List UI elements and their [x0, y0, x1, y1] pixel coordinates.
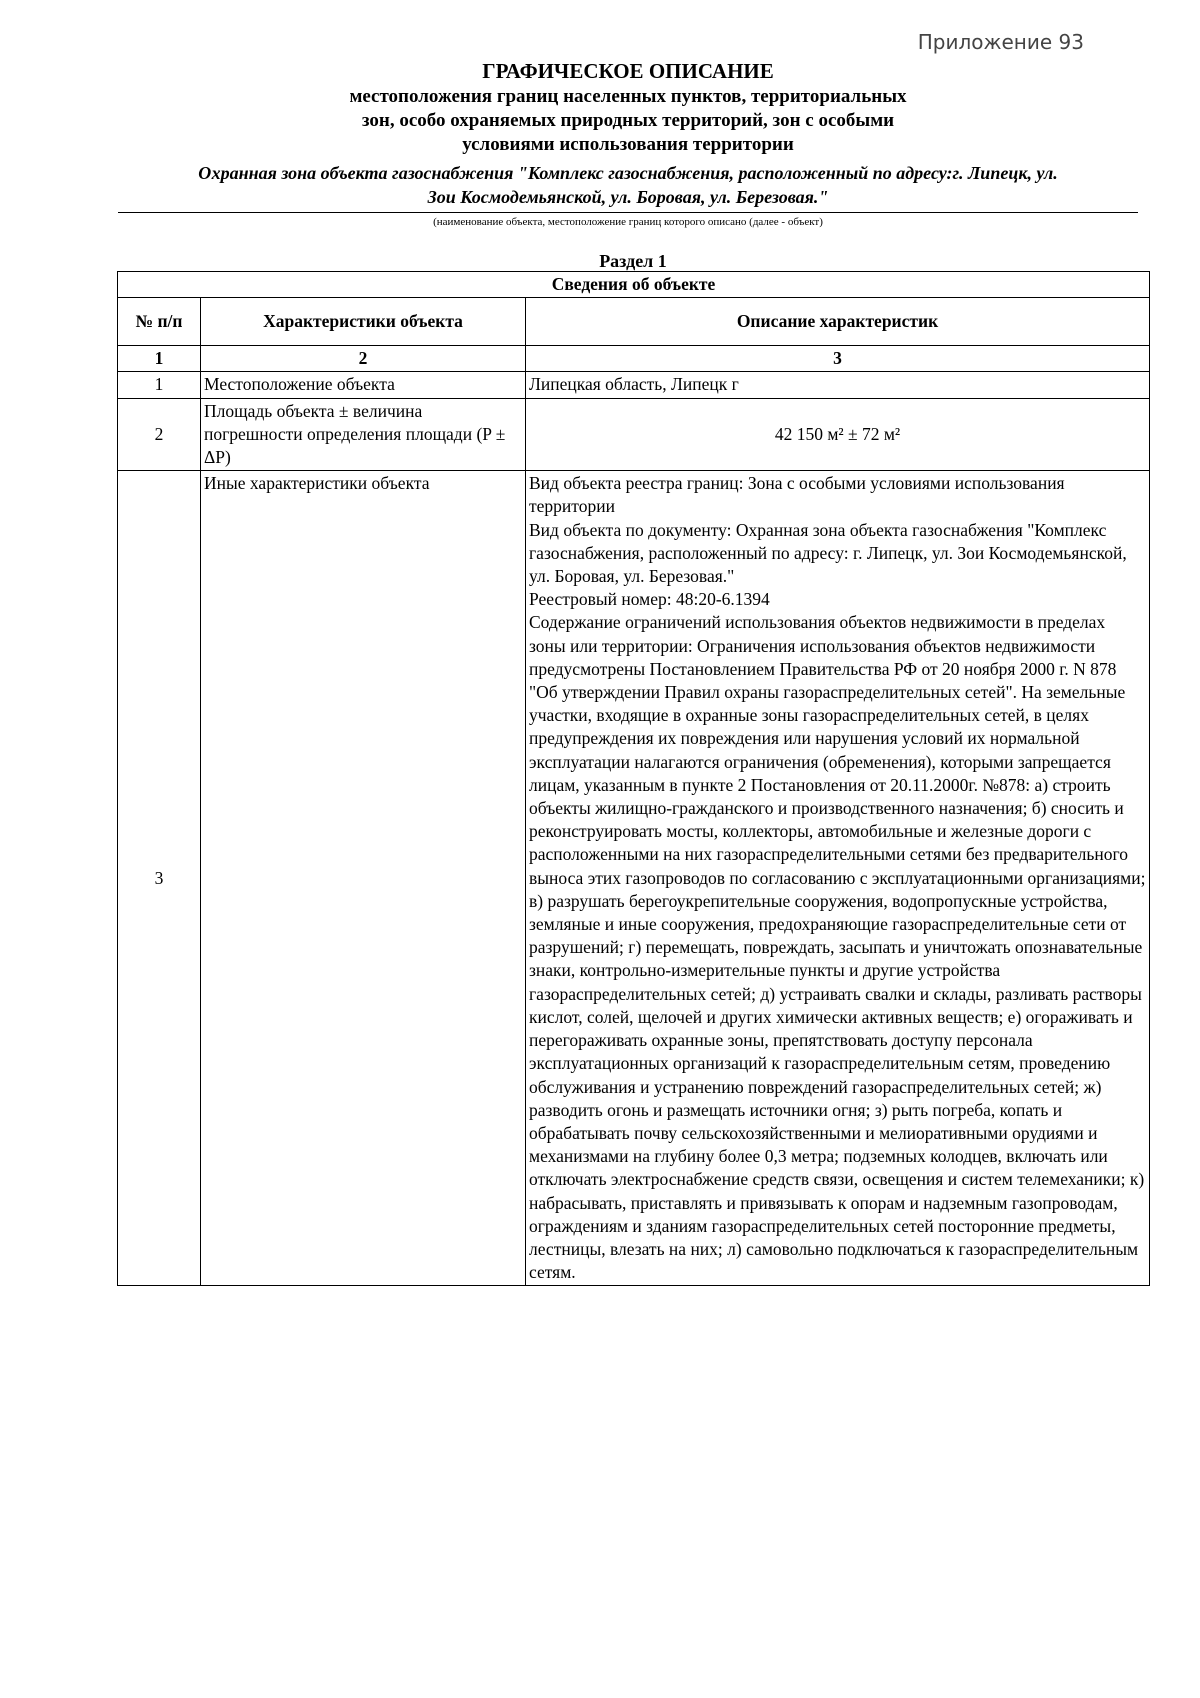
row-number: 2: [118, 398, 201, 471]
document-subtitle-line: условиями использования территории: [462, 134, 794, 155]
row-description: Липецкая область, Липецк г: [526, 372, 1150, 398]
column-number: 3: [526, 346, 1150, 372]
object-name-line: Зои Космодемьянской, ул. Боровая, ул. Березовая.": [427, 187, 829, 207]
document-title: ГРАФИЧЕСКОЕ ОПИСАНИЕ: [482, 59, 774, 83]
row-number: 3: [118, 471, 201, 1286]
table-row: [118, 372, 1150, 398]
row-description: 42 150 м² ± 72 м²: [526, 398, 1150, 471]
object-name: [118, 161, 1138, 209]
column-header-description: Описание характеристик: [526, 298, 1150, 346]
description-paragraph: Вид объекта реестра границ: Зона с особыми условиями использования территории: [529, 473, 1065, 517]
description-paragraph: Реестровый номер: 48:20-6.1394: [529, 589, 770, 610]
description-paragraph: Содержание ограничений использования объектов недвижимости в пределах зоны или территории: Ограничения использования объектов недвижимости предусмотрены Постановлением Правительства РФ от 20 ноября 2000 г. N 878 "Об утверждении Правил охраны газораспределительных сетей". На земельные участки, входящие в охранные зоны газораспределительных сетей, в целях предупреждения их повреждения или нарушения условий их нормальной эксплуатации налагаются ограничения (обременения), которыми запрещается лицам, указанным в пункте 2 Постановления от 20.11.2000г. №878: а) строить объекты жилищно-гражданского и производственного назначения; б) сносить и реконструировать мосты, коллекторы, автомобильные и железные дороги с расположенными на них газораспределительными сетями без предварительного выноса этих газопроводов по согласованию с эксплуатационными организациями; в) разрушать берегоукрепительные сооружения, водопропускные устройства, земляные и иные сооружения, предохраняющие газораспределительные сети от разрушений; г) перемещать, повреждать, засыпать и уничтожать опознавательные знаки, контрольно-измерительные пункты и другие устройства газораспределительных сетей; д) устраивать свалки и склады, разливать растворы кислот, солей, щелочей и других химически активных веществ; е) огораживать и перегораживать охранные зоны, препятствовать доступу персонала эксплуатационных организаций к газораспределительным сетям, проведению обслуживания и устранению повреждений газораспределительных сетей; ж) разводить огонь и размещать источники огня; з) рыть погреба, копать и обрабатывать почву сельскохозяйственными и мелиоративными орудиями и механизмами на глубину более 0,3 метра; подземных колодцев, включать или отключать электроснабжение средств связи, освещения и систем телемеханики; к) набрасывать, приставлять и привязывать к опорам и надземным газопроводам, ограждениям и зданиям газораспределительных сетей посторонние предметы, лестницы, влезать на них; л) самовольно подключаться к газораспределительным сетям.: [529, 612, 1146, 1283]
table-header-row: [118, 298, 1150, 346]
object-info-table: [117, 271, 1150, 1286]
column-number: 2: [201, 346, 526, 372]
column-number: 1: [118, 346, 201, 372]
row-description: [526, 471, 1150, 1286]
document-subtitle-line: местоположения границ населенных пунктов, территориальных: [349, 86, 907, 107]
row-number: 1: [118, 372, 201, 398]
object-name-underline: [118, 212, 1138, 213]
title-block: [118, 58, 1138, 229]
description-paragraph: Вид объекта по документу: Охранная зона объекта газоснабжения "Комплекс газоснабжения, расположенный по адресу: г. Липецк, ул. Зои Космодемьянской, ул. Боровая, ул. Березовая.": [529, 519, 1127, 587]
row-characteristic: Иные характеристики объекта: [201, 471, 526, 1286]
table-title: Сведения об объекте: [118, 272, 1150, 298]
document-subtitle-line: зон, особо охраняемых природных территорий, зон с особыми: [361, 110, 895, 131]
row-characteristic: Площадь объекта ± величина погрешности определения площади (P ± ΔP): [201, 398, 526, 471]
table-row: [118, 471, 1150, 1286]
column-header-characteristic: Характеристики объекта: [201, 298, 526, 346]
section-title: Раздел 1: [599, 251, 667, 271]
object-name-line: Охранная зона объекта газоснабжения "Комплекс газоснабжения, расположенный по адресу:г. Липецк, ул.: [198, 163, 1058, 183]
row-characteristic: Местоположение объекта: [201, 372, 526, 398]
appendix-label: Приложение 93: [917, 30, 1084, 54]
table-row: [118, 398, 1150, 471]
table-title-row: [118, 272, 1150, 298]
object-name-caption: (наименование объекта, местоположение границ которого описано (далее - объект): [433, 216, 823, 228]
column-header-number: № п/п: [118, 298, 201, 346]
column-number-row: [118, 346, 1150, 372]
